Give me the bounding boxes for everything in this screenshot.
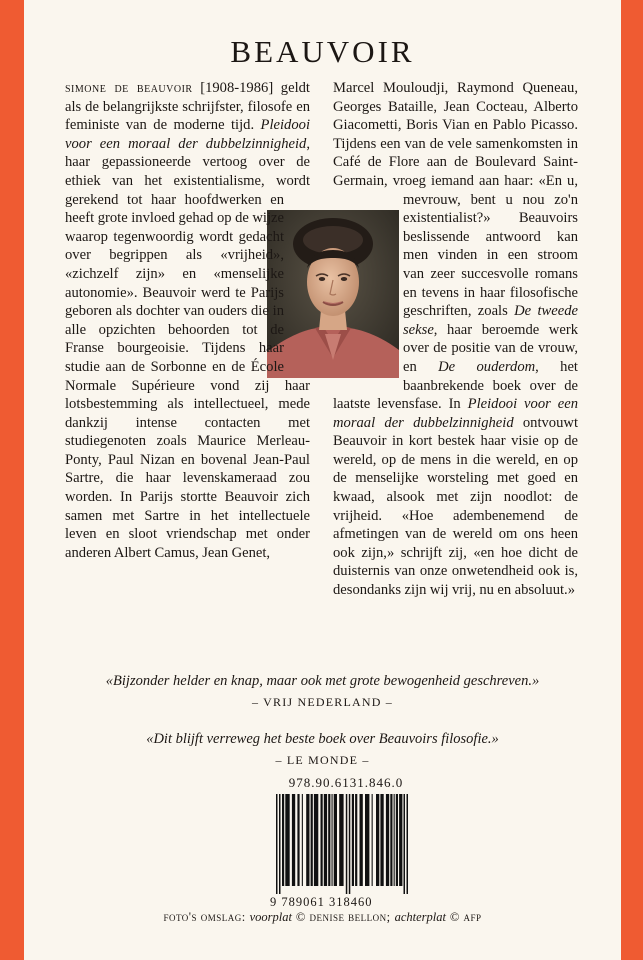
credits-back: © afp [449, 910, 482, 924]
back-cover [24, 0, 621, 960]
right-column [333, 79, 578, 600]
barcode-bar [390, 794, 392, 886]
barcode-bar [314, 794, 318, 886]
author-name: simone de beauvoir [65, 80, 193, 96]
book-title: BEAUVOIR [230, 34, 415, 69]
barcode-bar [349, 794, 351, 894]
barcode-bar [360, 794, 363, 886]
book-title-italic: Pleidooi voor een moraal der dubbelzinnigheid [65, 117, 310, 152]
photo-wrap [284, 203, 310, 375]
author-years: [1908-1986] [200, 80, 274, 96]
book-title-italic: De ouderdom [438, 358, 536, 375]
body-text: , het baanbrekende boek over de laatste levensfase. In [333, 358, 578, 413]
isbn-barcode [268, 775, 424, 910]
barcode-bar [386, 794, 389, 886]
barcode-bar [306, 794, 309, 886]
review-source: – LE MONDE – [275, 753, 370, 767]
barcode-bar [352, 794, 354, 886]
barcode-bar [365, 794, 369, 886]
credits-label: foto's omslag: [163, 910, 246, 924]
barcode-bar [321, 794, 323, 886]
barcode-bar [285, 794, 289, 886]
barcode-bar [302, 794, 303, 886]
barcode-bar [404, 794, 406, 894]
body-text: Marcel Mouloudji, Raymond Queneau, Georges Bataille, Jean Cocteau, Alberto Giacometti, Boris Vian en Pablo Picasso. Tijdens een van de vele samenkomsten in Café de Flore aan de Boulevard Saint-Germain, vroeg iemand aan haar: «En u, mevrouw, bent u nou zo'n existentialist?» Beauvoirs beslissende antwoord kan men vinden in een stroom van zeer succesvolle romans en tevens in haar filosofische geschriften, zoals [333, 80, 578, 320]
credits-front-label: voorplat [249, 910, 292, 924]
barcode-bar [346, 794, 348, 894]
body-text: , haar beroemde werk over de positie van de vrouw, en [403, 321, 578, 375]
barcode-bar [292, 794, 295, 886]
body-text: geldt als de belangrijkste schrijfster, filosofe en feministe van de moderne tijd. [65, 80, 310, 134]
barcode-bar [297, 794, 299, 886]
review-quote: «Bijzonder helder en knap, maar ook met grote bewogenheid geschreven.» [105, 673, 540, 689]
barcode-bar [380, 794, 383, 886]
barcode-bar [311, 794, 313, 886]
barcode-bar [279, 794, 281, 894]
barcode-bar [339, 794, 343, 886]
photo-wrap [333, 203, 403, 377]
isbn-number: 978.90.6131.846.0 [288, 775, 404, 790]
book-title-italic: Pleidooi voor een moraal der dubbelzinnigheid [333, 396, 578, 431]
book-title-italic: De tweede sekse [403, 303, 578, 338]
photo-credits [24, 910, 621, 925]
body-text: ontvouwt Beauvoir in kort bestek haar visie op de wereld, op de mens in die wereld, en op de menselijke worsteling met goed en kwaad, alsook met zijn noodlot: de vrijheid. «Hoe adembenemend de afmetingen van de wereld om ons heen ook zijn,» schrijft zij, «en hoe dicht de duisternis van onze onwetendheid ook is, desondanks zijn wij vrij, nu en absoluut.» [333, 414, 578, 599]
barcode-bar [396, 794, 398, 886]
barcode-bars [268, 794, 424, 894]
barcode-bar [334, 794, 337, 886]
barcode-bar [394, 794, 395, 886]
left-column [65, 79, 310, 562]
credits-back-label: achterplat [394, 910, 446, 924]
body-text: , haar gepassioneerde vertoog over de ethiek van het existentialisme, wordt gerekend tot haar hoofdwerken en heeft grote invloed gehad op de wijze waarop tegenwoordig wordt gedacht over begrippen als «vrijheid», «zichzelf zijn» en «menselijke autonomie». Beauvoir werd te Parijs geboren als dochter van ouders die in alle opzichten behoorden tot de Franse bourgeoisie. Tijdens haar studie aan de Sorbonne en de École Normale Supérieure vond zij haar lotsbestemming als intellectueel, mede dankzij intense contacten met studiegenoten zoals Maurice Merleau-Ponty, Paul Nizan en bovenal Jean-Paul Sartre, die haar levenskameraad zou worden. In Parijs stortte Beauvoir zich samen met Sartre in het intellectuele leven en sloot vriendschap met onder anderen Albert Camus, Jean Genet, [65, 135, 310, 561]
barcode-bar [332, 794, 333, 886]
barcode-bar [399, 794, 402, 886]
barcode-bar [372, 794, 373, 886]
left-body-text [65, 79, 310, 562]
barcode-bar [407, 794, 409, 894]
barcode-bar [355, 794, 357, 886]
review-source: – VRIJ NEDERLAND – [251, 695, 394, 709]
ean-number: 9 789061 318460 [270, 895, 373, 909]
barcode-bar [376, 794, 379, 886]
review-quote: «Dit blijft verreweg het beste boek over Beauvoirs filosofie.» [146, 731, 499, 747]
barcode-bar [328, 794, 330, 886]
credits-front: © denise bellon; [295, 910, 391, 924]
barcode-bar [276, 794, 278, 894]
barcode-bar [282, 794, 284, 886]
barcode-bar [324, 794, 327, 886]
